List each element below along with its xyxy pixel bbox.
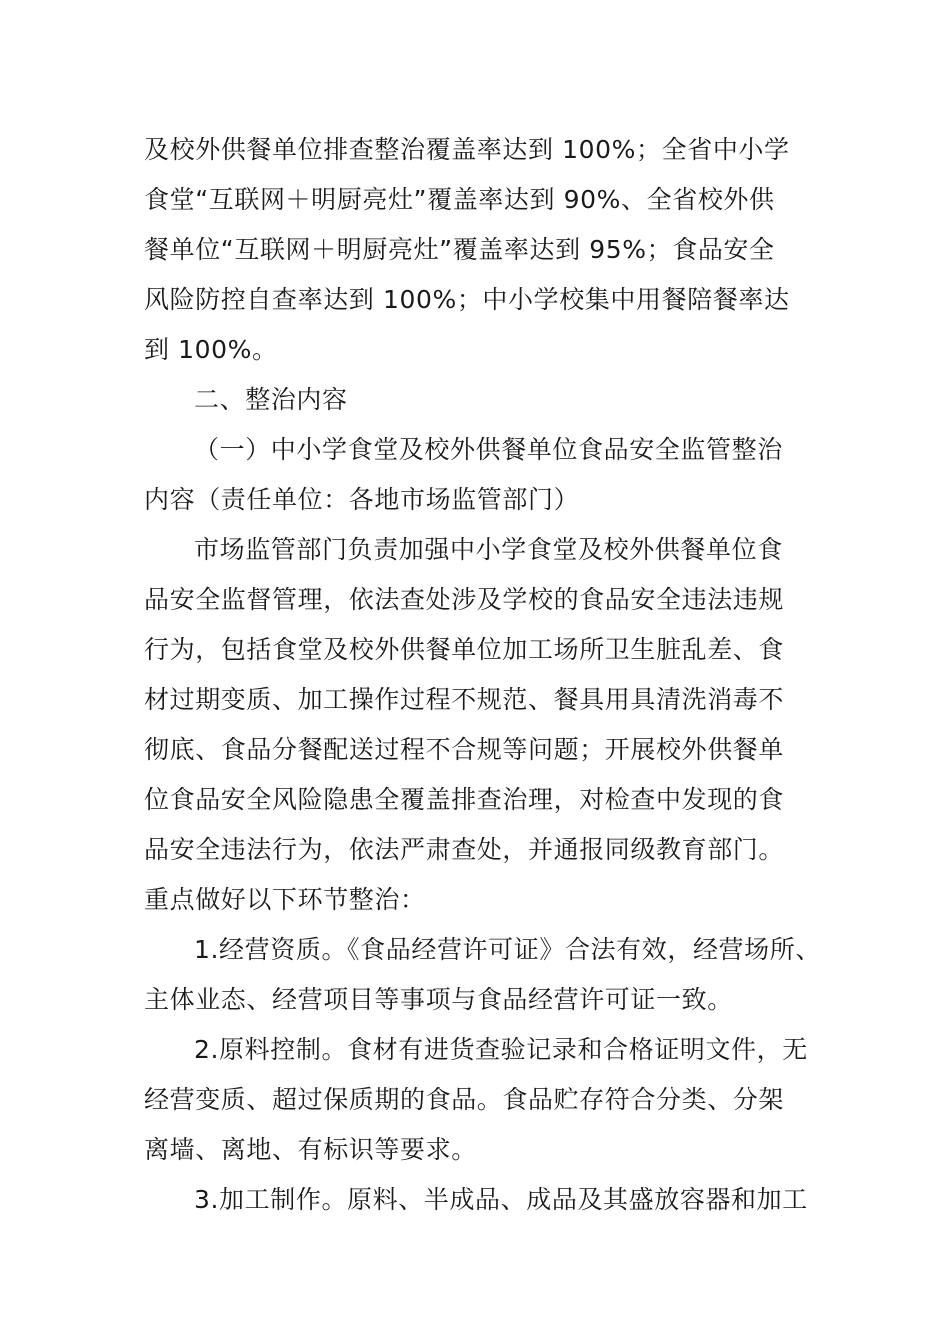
text-line: 风险防控自查率达到 100%；中小学校集中用餐陪餐率达 (144, 285, 790, 314)
text-line: 彻底、食品分餐配送过程不合规等问题；开展校外供餐单 (144, 735, 785, 764)
text-line: 到 100%。 (144, 335, 278, 364)
text-line: 品安全违法行为，依法严肃查处，并通报同级教育部门。 (144, 835, 785, 864)
section-heading: 二、整治内容 (194, 385, 348, 414)
text-line: 位食品安全风险隐患全覆盖排查治理，对检查中发现的食 (144, 785, 785, 814)
text-line: 离墙、离地、有标识等要求。 (144, 1135, 477, 1164)
text-line: 重点做好以下环节整治： (144, 885, 426, 914)
text-line: 餐单位“互联网＋明厨亮灶”覆盖率达到 95%；食品安全 (144, 235, 775, 264)
list-item: 1.经营资质。《食品经营许可证》合法有效，经营场所、 (194, 935, 821, 964)
text-line: 市场监管部门负责加强中小学食堂及校外供餐单位食 (194, 535, 783, 564)
text-line: 主体业态、经营项目等事项与食品经营许可证一致。 (144, 985, 733, 1014)
subsection-heading: （一）中小学食堂及校外供餐单位食品安全监管整治 (194, 435, 783, 464)
text-line: 食堂“互联网＋明厨亮灶”覆盖率达到 90%、全省校外供 (144, 185, 775, 214)
text-line: 材过期变质、加工操作过程不规范、餐具用具清洗消毒不 (144, 685, 785, 714)
text-line: 及校外供餐单位排查整治覆盖率达到 100%；全省中小学 (144, 135, 790, 164)
text-line: 品安全监督管理，依法查处涉及学校的食品安全违法违规 (144, 585, 785, 614)
list-item: 3.加工制作。原料、半成品、成品及其盛放容器和加工 (194, 1185, 808, 1214)
text-line: 行为，包括食堂及校外供餐单位加工场所卫生脏乱差、食 (144, 635, 785, 664)
list-item: 2.原料控制。食材有进货查验记录和合格证明文件，无 (194, 1035, 808, 1064)
text-line: 经营变质、超过保质期的食品。食品贮存符合分类、分架 (144, 1085, 785, 1114)
subsection-heading-continued: 内容（责任单位：各地市场监管部门） (144, 485, 580, 514)
